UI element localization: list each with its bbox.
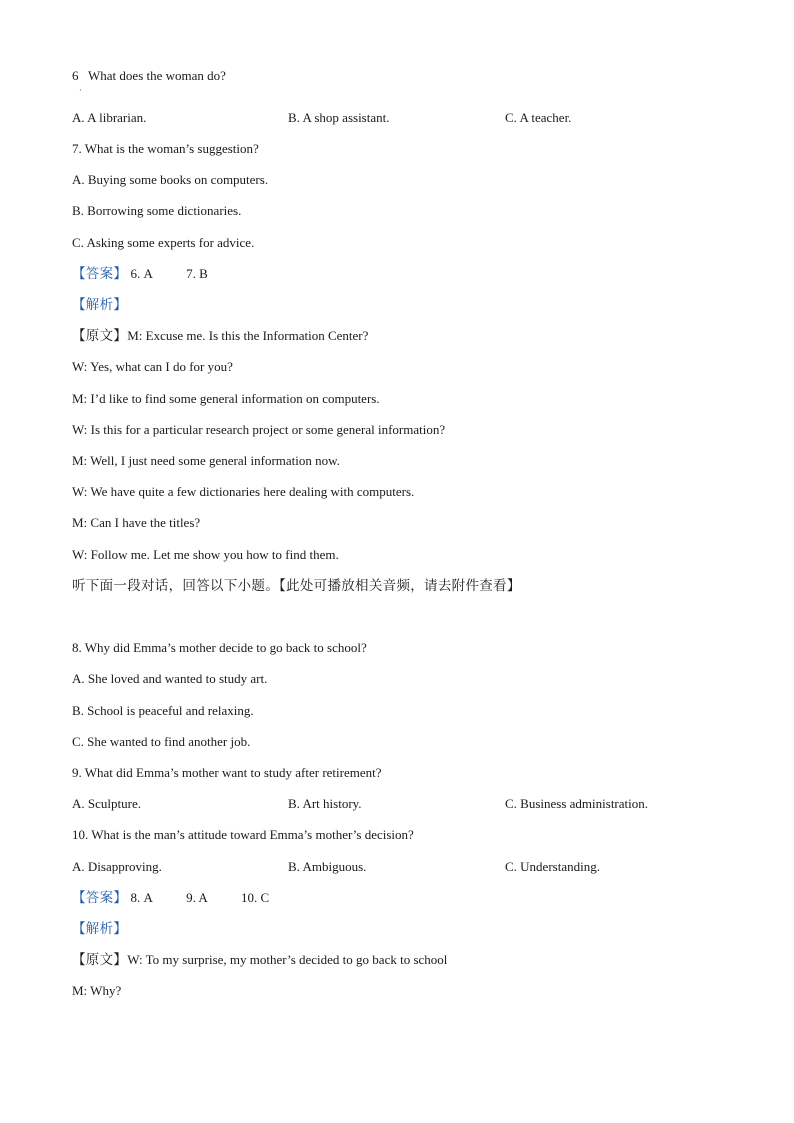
- option-a: A. Disapproving.: [72, 859, 162, 874]
- question-9: 9. What did Emma’s mother want to study after retirement?: [72, 765, 382, 780]
- answer-row: [72, 266, 208, 282]
- answer-item: 10. C: [241, 890, 270, 905]
- option-c: C. Understanding.: [505, 859, 600, 874]
- question-8: 8. Why did Emma’s mother decide to go back to school?: [72, 640, 367, 655]
- option-b: B. School is peaceful and relaxing.: [72, 703, 254, 718]
- option-c: C. She wanted to find another job.: [72, 734, 251, 749]
- transcript-tag: 【原文】: [72, 952, 128, 968]
- option-a: A. A librarian.: [72, 110, 147, 125]
- transcript-text: W: To my surprise, my mother’s decided to go back to school: [127, 952, 448, 967]
- transcript-line: M: Why?: [72, 983, 122, 998]
- answer-tag: 【答案】: [72, 266, 128, 282]
- analysis-tag: 【解析】: [72, 297, 128, 313]
- question-6: [72, 68, 226, 84]
- option-a: A. Sculpture.: [72, 796, 141, 811]
- analysis-row: [72, 921, 127, 937]
- answer-item: 9. A: [186, 890, 208, 905]
- option-a: A. Buying some books on computers.: [72, 172, 269, 187]
- answer-item: 6. A: [130, 266, 153, 281]
- transcript-line: M: Can I have the titles?: [72, 515, 201, 530]
- transcript-line: [72, 328, 368, 344]
- option-a: A. She loved and wanted to study art.: [72, 671, 268, 686]
- question-6-dot: ·: [79, 86, 82, 95]
- answer-item: 7. B: [186, 266, 208, 281]
- transcript-line: W: Yes, what can I do for you?: [72, 359, 233, 374]
- listening-instruction: 听下面一段对话，回答以下小题。【此处可播放相关音频，请去附件查看】: [72, 578, 521, 594]
- option-b: B. Borrowing some dictionaries.: [72, 203, 242, 218]
- question-6-number: 6: [72, 68, 79, 83]
- answer-row: [72, 890, 269, 906]
- option-c: C. A teacher.: [505, 110, 572, 125]
- transcript-line: W: We have quite a few dictionaries here dealing with computers.: [72, 484, 415, 499]
- analysis-tag: 【解析】: [72, 921, 128, 937]
- transcript-tag: 【原文】: [72, 328, 128, 344]
- transcript-line: M: Well, I just need some general information now.: [72, 453, 340, 468]
- option-b: B. Ambiguous.: [288, 859, 367, 874]
- transcript-line: W: Is this for a particular research project or some general information?: [72, 422, 446, 437]
- question-10: 10. What is the man’s attitude toward Emma’s mother’s decision?: [72, 827, 414, 842]
- answer-item: 8. A: [130, 890, 153, 905]
- option-c: C. Business administration.: [505, 796, 648, 811]
- question-6-text: What does the woman do?: [88, 68, 226, 83]
- option-b: B. Art history.: [288, 796, 362, 811]
- option-b: B. A shop assistant.: [288, 110, 390, 125]
- option-c: C. Asking some experts for advice.: [72, 235, 255, 250]
- transcript-text: M: Excuse me. Is this the Information Center?: [127, 328, 369, 343]
- answer-tag: 【答案】: [72, 890, 128, 906]
- analysis-row: [72, 297, 127, 313]
- question-7: 7. What is the woman’s suggestion?: [72, 141, 259, 156]
- transcript-line: [72, 952, 447, 968]
- transcript-line: W: Follow me. Let me show you how to find them.: [72, 547, 339, 562]
- transcript-line: M: I’d like to find some general information on computers.: [72, 391, 380, 406]
